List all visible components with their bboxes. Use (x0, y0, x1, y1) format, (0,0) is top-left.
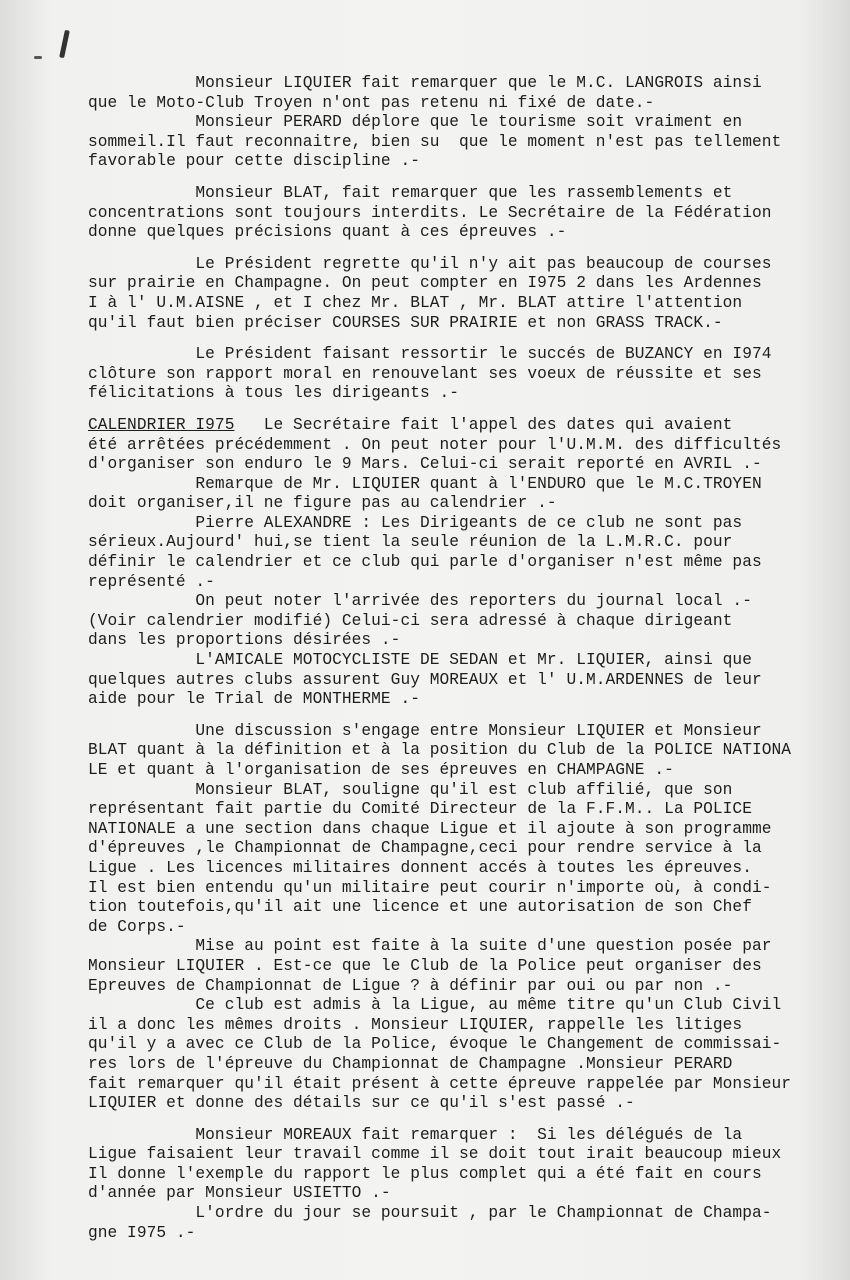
text-line: Remarque de Mr. LIQUIER quant à l'ENDURO que le M.C.TROYEN (88, 474, 762, 493)
text-line: Il est bien entendu qu'un militaire peut courir n'importe où, à condi- (88, 878, 772, 897)
text-line: il a donc les mêmes droits . Monsieur LIQUIER, rappelle les litiges (88, 1015, 743, 1034)
text-line: I à l' U.M.AISNE , et I chez Mr. BLAT , Mr. BLAT attire l'attention (88, 293, 743, 312)
text-line: Ligue faisaient leur travail comme il se doit tout irait beaucoup mieux (88, 1145, 782, 1164)
paragraph-gap (88, 404, 828, 416)
text-line: clôture son rapport moral en renouvelant ses voeux de réussite et ses (88, 364, 762, 383)
text-line: L'ordre du jour se poursuit , par le Championnat de Champa- (88, 1204, 772, 1223)
text-line: Mise au point est faite à la suite d'une question posée par (88, 937, 772, 956)
text-line: Une discussion s'engage entre Monsieur LIQUIER et Monsieur (88, 721, 762, 740)
paragraph-gap (88, 1114, 828, 1126)
text-line: sérieux.Aujourd' hui,se tient la seule réunion de la L.M.R.C. pour (88, 533, 733, 552)
text-line: gne I975 .- (88, 1223, 196, 1242)
text-line: que le Moto-Club Troyen n'ont pas retenu ni fixé de date.- (88, 93, 655, 112)
text-line: res lors de l'épreuve du Championnat de Champagne .Monsieur PERARD (88, 1054, 733, 1073)
text-line: Il donne l'exemple du rapport le plus complet qui a été fait en cours (88, 1164, 762, 1183)
text-line: aide pour le Trial de MONTHERME .- (88, 690, 420, 709)
text-line: d'année par Monsieur USIETTO .- (88, 1184, 391, 1203)
text-line: donne quelques précisions quant à ces épreuves .- (88, 223, 567, 242)
paragraph-gap (88, 333, 828, 345)
text-line: Monsieur LIQUIER . Est-ce que le Club de la Police peut organiser des (88, 956, 762, 975)
text-line: fait remarquer qu'il était présent à cette épreuve rappelée par Monsieur (88, 1074, 792, 1093)
text-line: Monsieur MOREAUX fait remarquer : Si les délégués de la (88, 1125, 743, 1144)
text-line-content: Le Secrétaire fait l'appel des dates qui avaient (234, 415, 733, 434)
text-line: On peut noter l'arrivée des reporters du journal local .- (88, 592, 752, 611)
text-line: Ligue . Les licences militaires donnent accés à toutes les épreuves. (88, 858, 752, 877)
paragraph-gap (88, 243, 828, 255)
text-line: Le Président faisant ressortir le succés de BUZANCY en I974 (88, 345, 772, 364)
text-line: NATIONALE a une section dans chaque Ligue et il ajoute à son programme (88, 819, 772, 838)
paragraph-gap (88, 172, 828, 184)
text-line: sur prairie en Champagne. On peut compter en I975 2 dans les Ardennes (88, 274, 762, 293)
section-heading: CALENDRIER I975 (88, 415, 235, 434)
ink-dot (34, 56, 42, 59)
text-line: Monsieur BLAT, souligne qu'il est club affilié, que son (88, 780, 733, 799)
text-line: Monsieur LIQUIER fait remarquer que le M.C. LANGROIS ainsi (88, 74, 762, 92)
text-line: Pierre ALEXANDRE : Les Dirigeants de ce club ne sont pas (88, 513, 743, 532)
text-line: Monsieur BLAT, fait remarquer que les rassemblements et (88, 183, 733, 202)
text-line: Le Président regrette qu'il n'y ait pas beaucoup de courses (88, 254, 772, 273)
text-line: représentant fait partie du Comité Directeur de la F.F.M.. La POLICE (88, 800, 752, 819)
text-line: doit organiser,il ne figure pas au calendrier .- (88, 494, 557, 513)
document-body (88, 74, 828, 1243)
text-line: Monsieur PERARD déplore que le tourisme soit vraiment en (88, 113, 743, 132)
text-line: Ce club est admis à la Ligue, au même titre qu'un Club Civil (88, 996, 782, 1015)
text-line: LE et quant à l'organisation de ses épreuves en CHAMPAGNE .- (88, 761, 674, 779)
text-line: quelques autres clubs assurent Guy MOREAUX et l' U.M.ARDENNES de leur (88, 670, 762, 689)
text-line: tion toutefois,qu'il ait une licence et une autorisation de son Chef (88, 898, 752, 917)
text-line: L'AMICALE MOTOCYCLISTE DE SEDAN et Mr. LIQUIER, ainsi que (88, 651, 752, 670)
text-line: qu'il y a avec ce Club de la Police, évoque le Changement de commissai- (88, 1035, 782, 1054)
paragraph-gap (88, 710, 828, 722)
text-line: Epreuves de Championnat de Ligue ? à définir par oui ou par non .- (88, 976, 733, 995)
text-line: définir le calendrier et ce club qui parle d'organiser n'est même pas (88, 553, 762, 572)
text-line: favorable pour cette discipline .- (88, 152, 420, 171)
text-line: qu'il faut bien préciser COURSES SUR PRAIRIE et non GRASS TRACK.- (88, 313, 723, 332)
text-line: sommeil.Il faut reconnaitre, bien su que le moment n'est pas tellement (88, 132, 782, 151)
text-line: (Voir calendrier modifié) Celui-ci sera adressé à chaque dirigeant (88, 611, 733, 630)
text-line: félicitations à tous les dirigeants .- (88, 384, 460, 403)
ink-mark (59, 30, 70, 58)
text-line: d'organiser son enduro le 9 Mars. Celui-ci serait reporté en AVRIL .- (88, 455, 762, 474)
text-line: représenté .- (88, 572, 215, 591)
text-line (88, 416, 828, 436)
text-line: concentrations sont toujours interdits. Le Secrétaire de la Fédération (88, 203, 772, 222)
text-line: d'épreuves ,le Championnat de Champagne,ceci pour rendre service à la (88, 839, 762, 858)
text-line: de Corps.- (88, 917, 186, 936)
text-line: LIQUIER et donne des détails sur ce qu'il s'est passé .- (88, 1094, 635, 1113)
text-line: été arrêtées précédemment . On peut noter pour l'U.M.M. des difficultés (88, 435, 782, 454)
text-line: BLAT quant à la définition et à la position du Club de la POLICE NATIONA (88, 741, 792, 760)
text-line: dans les proportions désirées .- (88, 631, 401, 650)
